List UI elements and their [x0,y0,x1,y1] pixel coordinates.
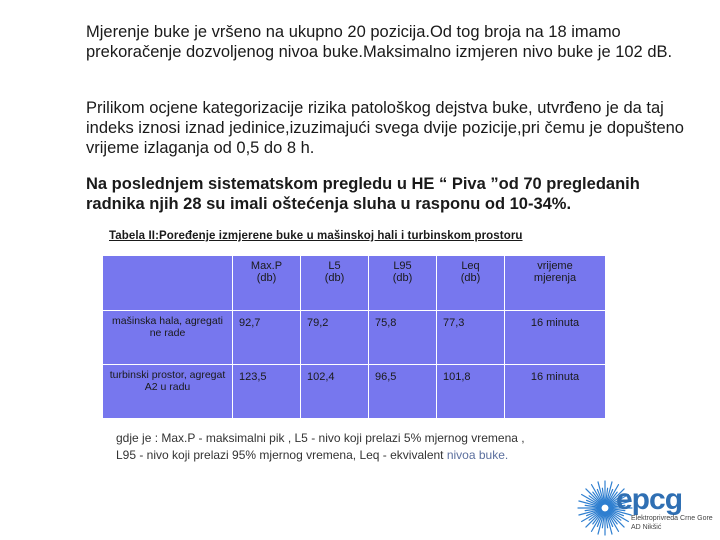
noise-table [102,255,606,419]
header-duration: vrijeme mjerenja [505,256,606,311]
table-row [103,311,606,365]
legend-highlight: nivoa buke. [446,448,509,462]
cell-l5: 79,2 [301,311,369,365]
cell-leq: 77,3 [437,311,505,365]
cell-duration: 16 minuta [505,365,606,419]
header-l95: L95 (db) [369,256,437,311]
paragraph-exam: Na poslednjem sistematskom pregledu u HE “ Piva ”od 70 pregledanih radnika njih 28 su imali oštećenja sluha u rasponu od 10-34%. [86,175,640,213]
legend-line-2: L95 - nivo koji prelazi 95% mjernog vremena, Leq - ekvivalent [116,448,447,462]
cell-l95: 75,8 [369,311,437,365]
table-legend [116,430,636,464]
paragraph-risk: Prilikom ocjene kategorizacije rizika patološkog dejstva buke, utvrđeno je da taj indeks iznosi iznad jedinice,izuzimajući svega dvije pozicije,pri čemu je dopušteno vrijeme izlaganja od 0,5 do 8 h. [86,99,684,157]
row-label: mašinska hala, agregati ne rade [103,311,233,365]
table-row [103,365,606,419]
header-maxp: Max.P (db) [233,256,301,311]
cell-duration: 16 minuta [505,311,606,365]
cell-maxp: 92,7 [233,311,301,365]
legend-line-1: gdje je : Max.P - maksimalni pik , L5 - nivo koji prelazi 5% mjernog vremena , [116,431,525,445]
logo-name: epcg [616,483,683,516]
header-leq: Leq (db) [437,256,505,311]
paragraph-measurements: Mjerenje buke je vršeno na ukupno 20 pozicija.Od tog broja na 18 imamo prekoračenje dozvoljenog nivoa buke.Maksimalno izmjeren nivo buke je 102 dB. [86,23,673,61]
table-caption: Tabela II:Poređenje izmjerene buke u mašinskoj hali i turbinskom prostoru [109,230,523,242]
cell-l5: 102,4 [301,365,369,419]
logo-subtitle: Elektroprivreda Crne Gore AD Nikšić [631,515,713,531]
cell-leq: 101,8 [437,365,505,419]
header-l5: L5 (db) [301,256,369,311]
cell-maxp: 123,5 [233,365,301,419]
row-label: turbinski prostor, agregat A2 u radu [103,365,233,419]
table-header-row [103,256,606,311]
header-empty [103,256,233,311]
cell-l95: 96,5 [369,365,437,419]
